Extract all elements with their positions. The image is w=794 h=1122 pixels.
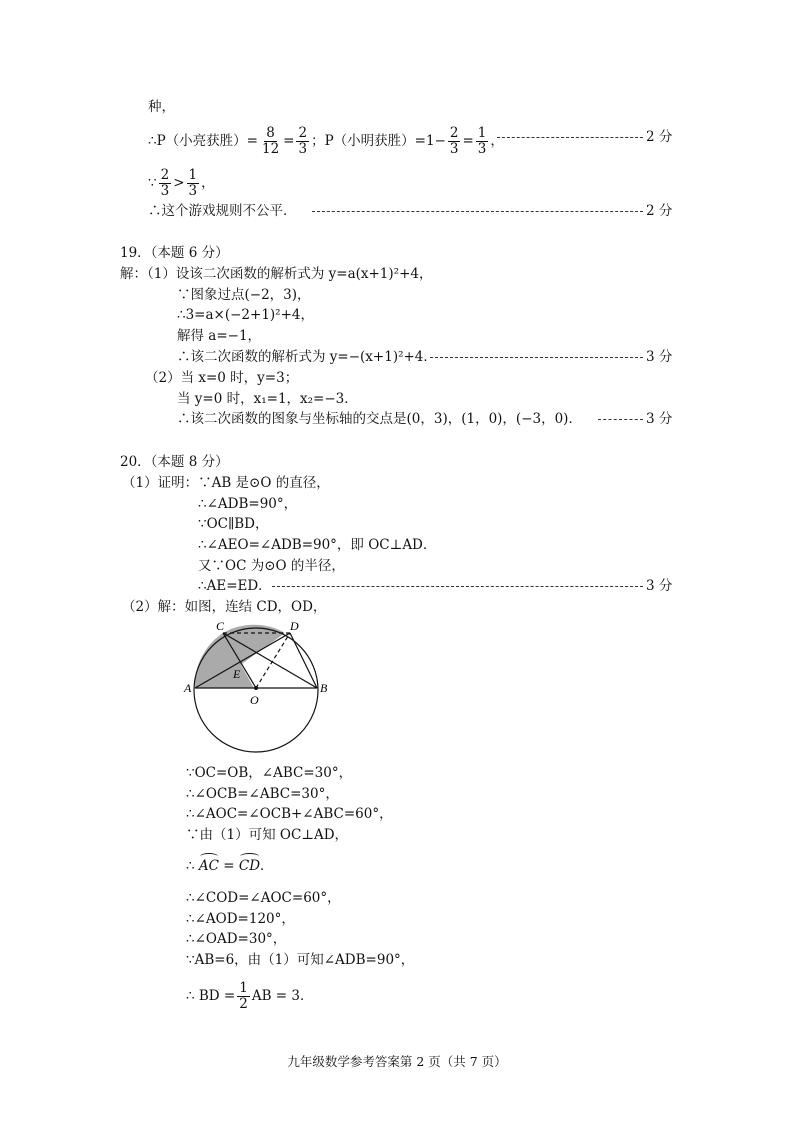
q19-line: 解：（1）设该二次函数的解析式为 y=a(x+1)²+4， [120, 266, 433, 282]
q20-line: ∴∠AEO=∠ADB=90°，即 OC⊥AD． [198, 537, 437, 553]
score-label: 2 分 [646, 203, 673, 219]
circle-figure [180, 620, 350, 770]
q20-title: 20．（本题 8 分） [120, 454, 229, 470]
label-e: E [233, 667, 241, 681]
arc-ac: AC [198, 858, 219, 874]
score-label: 3 分 [646, 411, 673, 427]
q20-line: ∴AE=ED． [198, 578, 272, 594]
q20-line: ∴∠AOD=120°， [186, 911, 295, 927]
q20-line: ∵OC=OB，∠ABC=30°， [186, 765, 353, 781]
q20-line: ∴∠OCB=∠ABC=30°， [186, 786, 339, 802]
score-leader [312, 211, 643, 212]
score-label: 2 分 [646, 129, 673, 145]
label-c: C [216, 619, 225, 633]
q20-line: （1）证明：∵AB 是⊙O 的直径， [122, 475, 330, 491]
label-d: D [290, 619, 299, 633]
q20-line: ∵AB=6，由（1）可知∠ADB=90°， [186, 952, 415, 968]
q20-line: （2）解：如图，连结 CD，OD， [122, 599, 327, 615]
q20-line: ∴∠COD=∠AOC=60°， [186, 890, 341, 906]
q19-line: ∴3=a×(−2+1)²+4， [177, 307, 314, 323]
line-zhong: 种， [148, 99, 175, 115]
label-b: B [320, 681, 328, 695]
q20-line: ∴∠AOC=∠OCB+∠ABC=60°， [186, 806, 393, 822]
q20-bd-line: ∴ BD = $\frac{1}{2}$ AB = 3． [186, 980, 314, 1012]
page-footer: 九年级数学参考答案第 2 页（共 7 页） [287, 1054, 507, 1069]
score-leader [598, 419, 643, 420]
score-leader [272, 586, 643, 587]
q19-line: 当 y=0 时，x₁=1，x₂=−3． [177, 391, 358, 407]
line-conclusion: ∴这个游戏规则不公平． [148, 203, 297, 219]
label-o: O [250, 693, 259, 707]
q19-line: ∵图象过点(−2，3)， [177, 287, 311, 303]
q20-line: ∴∠OAD=30°， [186, 931, 287, 947]
q20-line: 又∵OC 为⊙O 的半径， [198, 558, 345, 574]
score-label: 3 分 [646, 349, 673, 365]
q20-arc-line: ∴ AC = CD． [186, 858, 274, 874]
q19-line: ∴该二次函数的图象与坐标轴的交点是(0，3)，(1，0)，(−3，0)． [177, 411, 582, 427]
q20-line: ∴∠ADB=90°， [198, 496, 298, 512]
line-probability: ∴P（小亮获胜）= $\frac{8}{12}$ = $\frac{2}{3}$ ；P（小明获胜）=1− $\frac{2}{3}$ = $\frac{1}{3}$ ， [148, 125, 504, 157]
line-compare: ∵ $\frac{2}{3}$ > $\frac{1}{3}$ ， [148, 167, 215, 199]
q19-line: 解得 a=−1， [177, 328, 262, 344]
score-leader [430, 357, 643, 358]
q20-line: ∵OC∥BD， [198, 516, 269, 532]
q19-line: （2）当 x=0 时，y=3； [145, 370, 299, 386]
score-leader [497, 137, 643, 138]
q19-line: ∴该二次函数的解析式为 y=−(x+1)²+4． [177, 349, 437, 365]
score-label: 3 分 [646, 578, 673, 594]
q20-line: ∵由（1）可知 OC⊥AD， [186, 827, 349, 843]
center-point [254, 686, 258, 690]
arc-cd: CD [238, 858, 261, 874]
q19-title: 19．（本题 6 分） [120, 245, 229, 261]
label-a: A [184, 681, 192, 695]
